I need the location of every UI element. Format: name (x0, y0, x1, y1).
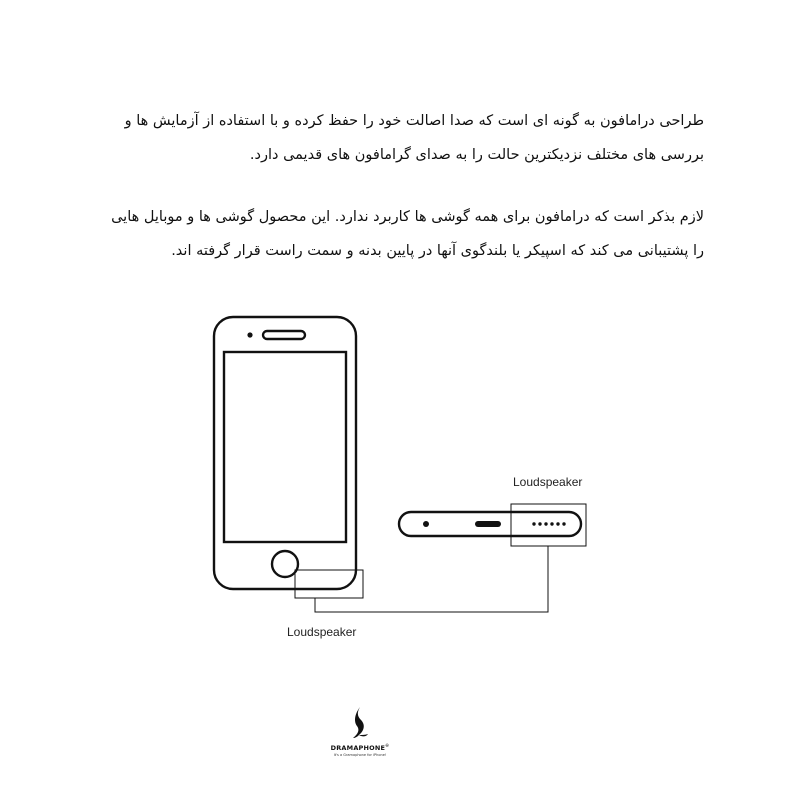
front-camera-icon (247, 332, 252, 337)
loudspeaker-label-top: Loudspeaker (513, 475, 583, 489)
intro-line-2: بررسی های مختلف نزدیکترین حالت را به صدای گرامافون های قدیمی دارد. (249, 147, 704, 163)
brand-tagline: It's a Gramophone for iPhone! (333, 753, 387, 758)
phone-screen (224, 352, 346, 542)
brand-text: DRAMAPHONE (330, 744, 386, 753)
speaker-grille-icon (532, 522, 565, 525)
loudspeaker-label-bottom: Loudspeaker (287, 625, 357, 639)
connector-line (315, 546, 548, 612)
dramaphone-horn-icon (348, 705, 372, 741)
phone-body (214, 317, 356, 589)
headphone-jack-icon (423, 521, 429, 527)
dramaphone-logo (320, 705, 400, 757)
brand-name (320, 743, 400, 752)
phone-bottom-edge-illustration (399, 512, 581, 536)
compatibility-line-2: را پشتیبانی می کند که اسپیکر یا بلندگوی آنها در پایین بدنه و سمت راست قرار گرفته اند. (171, 243, 704, 259)
edge-speaker-highlight (511, 504, 586, 546)
trademark-symbol: ® (385, 743, 390, 748)
earpiece-icon (263, 331, 305, 339)
home-button-icon (272, 551, 298, 577)
charging-port-icon (475, 521, 501, 527)
intro-line-1: طراحی درامافون به گونه ای است که صدا اصالت خود را حفظ کرده و با استفاده از آزمایش ها و (124, 113, 704, 129)
compatibility-line-1: لازم بذکر است که درامافون برای همه گوشی ها کاربرد ندارد. این محصول گوشی ها و موبایل هایی (111, 209, 704, 225)
bottom-speaker-highlight (295, 570, 363, 598)
phone-front-illustration (214, 317, 356, 589)
